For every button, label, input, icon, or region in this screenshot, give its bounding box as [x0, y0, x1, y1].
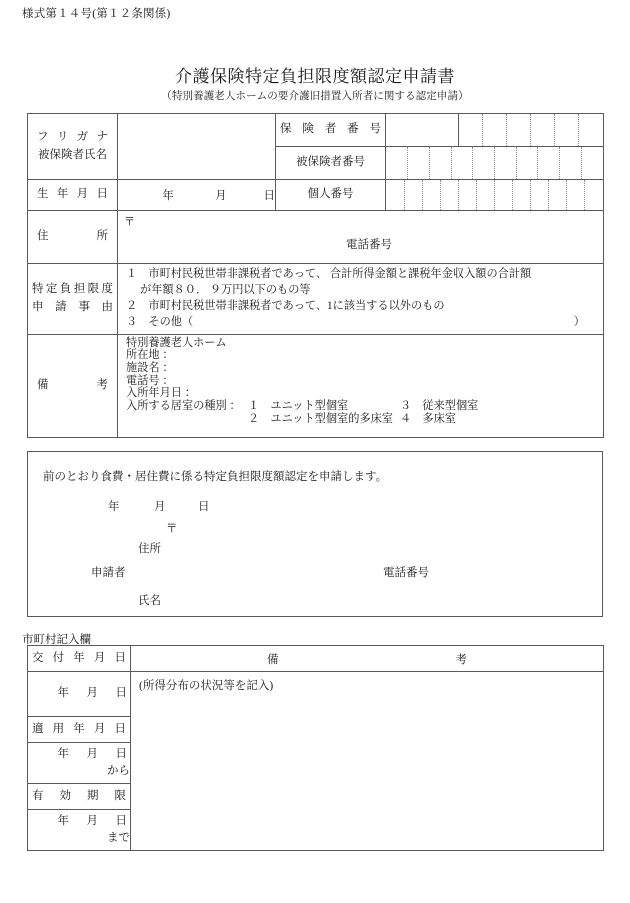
validity-period-label: 有 効 期 限: [32, 789, 126, 802]
issue-date-input[interactable]: [28, 672, 131, 717]
personal-number-box[interactable]: [513, 180, 531, 210]
table-row: [28, 211, 604, 264]
insured-number-box[interactable]: [429, 147, 451, 179]
personal-number-box[interactable]: [531, 180, 549, 210]
page-title: 介護保険特定負担限度額認定申請書: [175, 67, 455, 86]
insured-number-box[interactable]: [538, 147, 560, 179]
reason-label-cell: [28, 264, 118, 335]
insurer-number-box[interactable]: [483, 114, 507, 146]
personal-number-box[interactable]: [386, 180, 404, 210]
reason-item-1-line1[interactable]: １ 市町村民税世帯非課税者であって、 合計所得金額と課税年金収入額の合計額: [126, 268, 532, 280]
declaration-year-label: 年: [108, 501, 120, 513]
insured-number-box[interactable]: [516, 147, 538, 179]
apply-date-from-suffix: から: [107, 765, 130, 777]
insurer-number-box[interactable]: [459, 114, 483, 146]
telephone-label: 電話番号: [346, 239, 392, 251]
insurer-number-grid: [386, 114, 603, 146]
reason-label-line2: 申 請 事 由: [32, 300, 113, 313]
insured-number-box[interactable]: [451, 147, 473, 179]
declaration-day-label: 日: [198, 501, 210, 513]
apply-date-from-input[interactable]: [28, 743, 131, 784]
room-kind-option-4[interactable]: ４ 多床室: [400, 412, 456, 425]
insured-number-box[interactable]: [473, 147, 495, 179]
reason-label-line1: 特定負担限度: [32, 283, 113, 295]
personal-number-box[interactable]: [585, 180, 603, 210]
postal-mark-icon: 〒: [124, 216, 135, 228]
municipal-remarks-label: 備 考: [267, 653, 467, 666]
table-row: [28, 334, 604, 437]
reason-item-1-line2: が年額８０． ９万円以下のもの等: [140, 283, 311, 296]
name-label-cell: [28, 114, 118, 180]
table-row: [28, 264, 604, 335]
admission-date-field[interactable]: 入所年月日 ：: [126, 387, 196, 400]
room-kind-row2: [126, 413, 603, 426]
applicant-table: [27, 113, 604, 438]
insured-number-box[interactable]: [494, 147, 516, 179]
personal-number-cells[interactable]: [386, 180, 604, 211]
declaration-address-label[interactable]: 住所: [138, 543, 161, 555]
reason-options[interactable]: [118, 264, 604, 335]
reason-item-3[interactable]: [118, 315, 603, 331]
personal-number-box[interactable]: [549, 180, 567, 210]
insured-number-box[interactable]: [386, 147, 408, 179]
table-row: [28, 114, 604, 147]
personal-number-box[interactable]: [494, 180, 512, 210]
validity-date-to-value: 年 月 日: [57, 814, 130, 827]
declaration-box: [27, 451, 603, 617]
declaration-applicant-label: 申請者: [91, 567, 126, 579]
insurer-number-box[interactable]: [531, 114, 555, 146]
apply-date-label: 適 用 年 月 日: [32, 722, 126, 735]
personal-number-box[interactable]: [404, 180, 422, 210]
birthdate-label: 生 年 月 日: [37, 188, 108, 201]
insured-number-box[interactable]: [408, 147, 430, 179]
room-kind-option-3[interactable]: ３ 従来型個室: [400, 399, 479, 412]
issue-date-header: [28, 646, 131, 672]
form-code: 様式第１４号(第１２条関係): [22, 8, 171, 20]
issue-date-value: 年 月 日: [57, 687, 130, 700]
remarks-content[interactable]: [118, 334, 604, 437]
validity-date-to-suffix: まで: [107, 832, 130, 844]
insured-number-box[interactable]: [581, 147, 603, 179]
room-kind-options-row1: [248, 400, 478, 413]
facility-location-field[interactable]: 所在地 ：: [126, 349, 174, 362]
personal-number-box[interactable]: [422, 180, 440, 210]
personal-number-grid: [386, 180, 603, 210]
reason-item-3-close: ）: [573, 315, 585, 328]
insurer-number-blank[interactable]: [386, 114, 459, 146]
apply-date-from-value: 年 月 日: [57, 747, 130, 760]
insured-number-grid: [386, 147, 603, 179]
apply-date-header: [28, 717, 131, 743]
table-row: [28, 672, 604, 717]
address-input[interactable]: [118, 211, 604, 264]
municipal-remarks-input[interactable]: [131, 672, 604, 851]
declaration-month-label: 月: [154, 501, 166, 513]
birthdate-year-label: 年: [162, 190, 174, 202]
issue-date-label: 交 付 年 月 日: [32, 651, 126, 664]
reason-item-3-label: ３ その他（: [126, 315, 194, 328]
insurer-number-box[interactable]: [579, 114, 603, 146]
personal-number-label-cell: [276, 180, 386, 211]
personal-number-box[interactable]: [458, 180, 476, 210]
address-label-cell: [28, 211, 118, 264]
remarks-label-cell: [28, 334, 118, 437]
furigana-label: フ リ ガ ナ: [37, 130, 108, 143]
validity-period-header: [28, 784, 131, 810]
insured-number-label-cell: [276, 147, 386, 180]
birthdate-input[interactable]: [118, 180, 276, 211]
insured-number-label: 被保険者番号: [296, 156, 365, 169]
facility-type-label: 特別養護老人ホーム: [126, 336, 227, 349]
declaration-name-label[interactable]: 氏名: [138, 595, 161, 607]
page-subtitle: （特別養護老人ホームの要介護旧措置入所者に関する認定申請）: [161, 91, 469, 102]
insurer-number-label-cell: [276, 114, 386, 147]
municipal-remarks-note: (所得分布の状況等を記入): [139, 680, 274, 692]
room-kind-row: [126, 400, 603, 413]
insured-name-input[interactable]: [118, 114, 276, 180]
room-kind-option-2[interactable]: ２ ユニット型個室的多床室: [248, 412, 393, 425]
declaration-date-row[interactable]: [108, 498, 210, 514]
reason-item-2[interactable]: ２ 市町村民税世帯非課税者であって、1に該当する以外のもの: [126, 299, 445, 312]
birthdate-month-label: 月: [215, 190, 227, 202]
address-label: 住 所: [37, 230, 108, 243]
declaration-telephone-label[interactable]: 電話番号: [383, 567, 429, 579]
table-row: [28, 646, 604, 672]
birthdate-label-cell: [28, 180, 118, 211]
insurer-number-label: 保 険 者 番 号: [280, 123, 381, 136]
birthdate-day-label: 日: [263, 190, 275, 202]
room-kind-label: 入所する居室の種別 ：: [126, 399, 241, 412]
personal-number-box[interactable]: [567, 180, 585, 210]
room-kind-option-1[interactable]: １ ユニット型個室: [248, 399, 349, 412]
personal-number-box[interactable]: [440, 180, 458, 210]
municipal-table: [27, 645, 604, 851]
remarks-label: 備 考: [37, 378, 108, 391]
insured-number-cells[interactable]: [386, 147, 604, 180]
municipal-section-title: 市町村記入欄: [22, 634, 91, 646]
declaration-statement: 前のとおり食費・居住費に係る特定負担限度額認定を申請します。: [43, 471, 388, 483]
insurer-number-box[interactable]: [555, 114, 579, 146]
declaration-postal-mark-icon: 〒: [166, 523, 178, 535]
insurer-number-box[interactable]: [507, 114, 531, 146]
insured-name-label: 被保険者氏名: [38, 148, 107, 161]
facility-tel-field[interactable]: 電話号 ：: [126, 374, 174, 387]
personal-number-label: 個人番号: [307, 188, 354, 201]
personal-number-box[interactable]: [476, 180, 494, 210]
insured-number-box[interactable]: [560, 147, 582, 179]
facility-name-field[interactable]: 施設名 ：: [126, 361, 174, 374]
municipal-remarks-header: [131, 646, 604, 672]
validity-date-to-input[interactable]: [28, 810, 131, 851]
insurer-number-cells[interactable]: [386, 114, 604, 147]
room-kind-options-row2: [248, 413, 456, 426]
table-row: [28, 180, 604, 211]
